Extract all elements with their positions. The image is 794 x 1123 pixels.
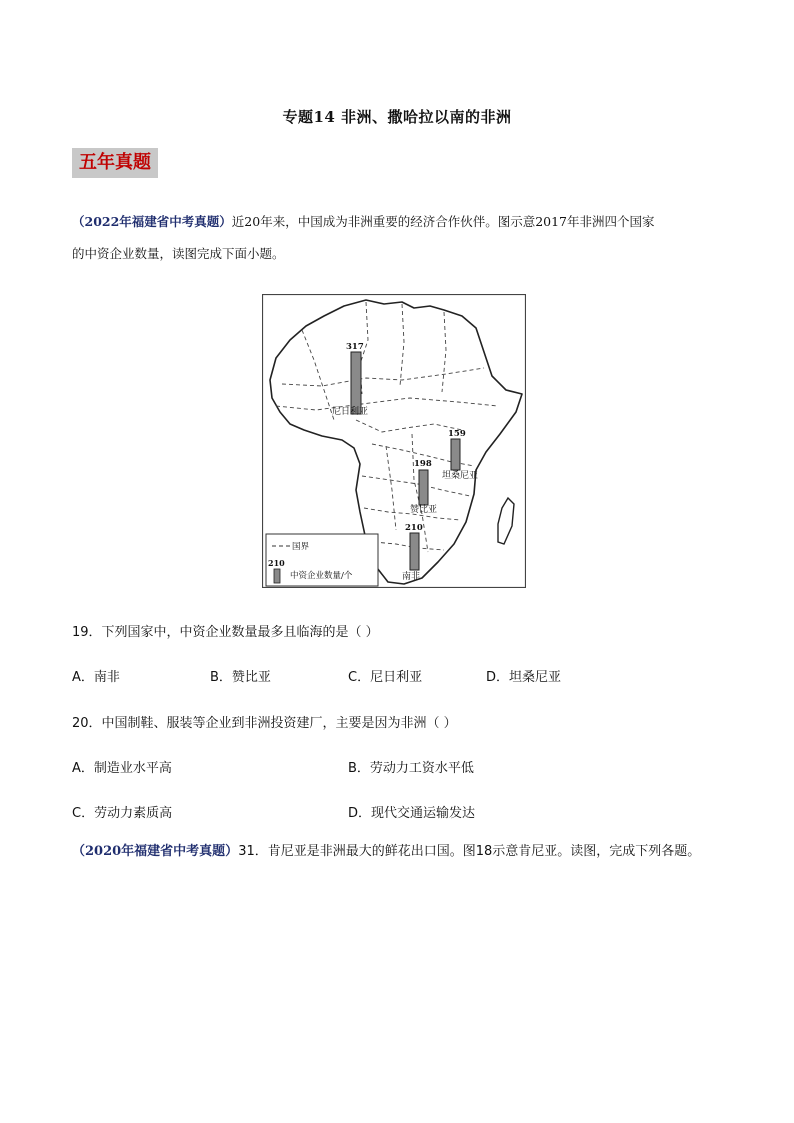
bar-value-zambia: 198 bbox=[414, 459, 432, 469]
bar-label-zambia: 赞比亚 bbox=[410, 505, 438, 515]
bar-value-south-africa: 210 bbox=[405, 523, 423, 533]
bar-label-tanzania: 坦桑尼亚 bbox=[442, 471, 479, 481]
africa-map bbox=[262, 294, 526, 588]
bar-label-nigeria: 尼日利亚 bbox=[332, 407, 369, 417]
page-title: 专题14 非洲、撒哈拉以南的非洲 bbox=[282, 108, 512, 126]
q19-option-d[interactable]: D．坦桑尼亚 bbox=[486, 670, 562, 685]
bar-label-south-africa: 南非 bbox=[402, 572, 421, 582]
intro-line-2: 的中资企业数量，读图完成下面小题。 bbox=[72, 246, 285, 261]
question-20: 20．中国制鞋、服装等企业到非洲投资建厂，主要是因为非洲（ ） bbox=[72, 716, 457, 731]
q19-option-b[interactable]: B．赞比亚 bbox=[210, 670, 271, 685]
legend-border-label: 国界 bbox=[292, 542, 310, 552]
next-text: 31．肯尼亚是非洲最大的鲜花出口国。图18示意肯尼亚。读图，完成下列各题。 bbox=[238, 844, 701, 859]
next-source: （2020年福建省中考真题） bbox=[72, 844, 239, 859]
section-label: 五年真题 bbox=[72, 148, 158, 178]
question-19: 19．下列国家中，中资企业数量最多且临海的是（ ） bbox=[72, 625, 379, 640]
q19-option-a[interactable]: A．南非 bbox=[72, 670, 120, 685]
q19-option-c[interactable]: C．尼日利亚 bbox=[348, 670, 423, 685]
legend-sample-value: 210 bbox=[268, 558, 285, 568]
legend-bar-label: 中资企业数量/个 bbox=[290, 571, 353, 581]
next-question-intro bbox=[72, 840, 700, 859]
q20-option-d[interactable]: D．现代交通运输发达 bbox=[348, 806, 476, 821]
bar-value-nigeria: 317 bbox=[346, 342, 364, 352]
map-legend bbox=[266, 534, 378, 586]
bar-value-tanzania: 159 bbox=[448, 429, 466, 439]
q20-option-b[interactable]: B．劳动力工资水平低 bbox=[348, 761, 474, 776]
q20-option-c[interactable]: C．劳动力素质高 bbox=[72, 806, 173, 821]
q20-option-a[interactable]: A．制造业水平高 bbox=[72, 761, 172, 776]
intro-text: 近20年来，中国成为非洲重要的经济合作伙伴。图示意2017年非洲四个国家 bbox=[231, 214, 655, 229]
intro-line-1 bbox=[72, 212, 655, 232]
intro-source: （2022年福建省中考真题） bbox=[72, 214, 232, 229]
